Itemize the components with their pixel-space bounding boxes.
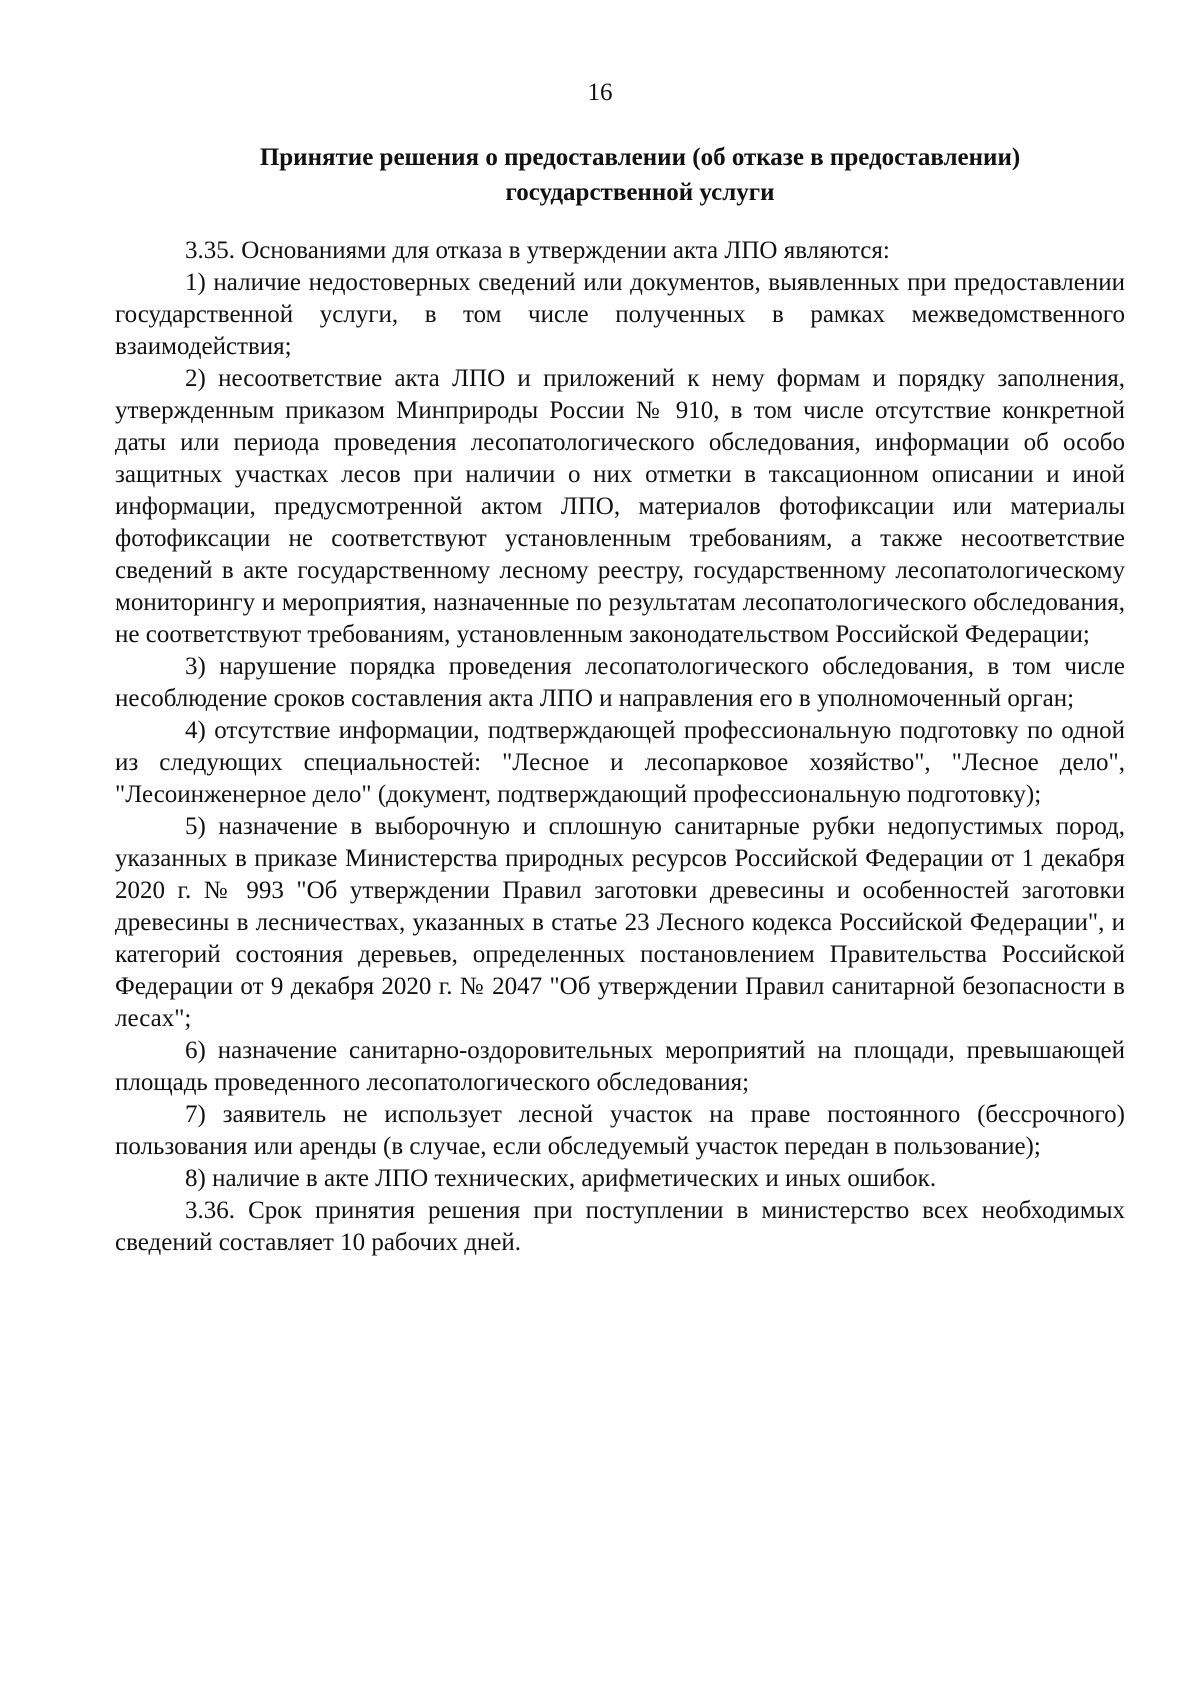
heading-line-1: Принятие решения о предоставлении (об отказе в предоставлении): [259, 144, 1021, 171]
clause-3-36: 3.36. Срок принятия решения при поступлении в министерство всех необходимых сведений составляет 10 рабочих дней.: [115, 1197, 1125, 1256]
document-body: [115, 235, 1125, 1259]
section-heading: [160, 140, 1120, 210]
list-item-8: 8) наличие в акте ЛПО технических, арифметических и иных ошибок.: [185, 1165, 937, 1192]
list-item-2: 2) несоответствие акта ЛПО и приложений к нему формам и порядку заполнения, утвержденным приказом Минприроды России № 910, в том числе отсутствие конкретной даты или периода проведения лесопатологического обследования, информации об особо защитных участках лесов при наличии о них отметки в таксационном описании и иной информации, предусмотренной актом ЛПО, материалов фотофиксации или материалы фотофиксации не соответствуют установленным требованиям, а также несоответствие сведений в акте государственному лесному реестру, государственному лесопатологическому мониторингу и мероприятия, назначенные по результатам лесопатологического обследования, не соответствуют требованиям, установленным законодательством Российской Федерации;: [115, 365, 1125, 648]
clause-3-35: 3.35. Основаниями для отказа в утверждении акта ЛПО являются:: [185, 237, 890, 264]
list-item-1: 1) наличие недостоверных сведений или документов, выявленных при предоставлении государственной услуги, в том числе полученных в рамках межведомственного взаимодействия;: [115, 269, 1125, 360]
list-item-4: 4) отсутствие информации, подтверждающей профессиональную подготовку по одной из следующих специальностей: "Лесное и лесопарковое хозяйство", "Лесное дело", "Лесоинженерное дело" (документ, подтверждающий профессиональную подготовку);: [115, 717, 1125, 808]
page-number: 16: [587, 79, 613, 106]
list-item-5: 5) назначение в выборочную и сплошную санитарные рубки недопустимых пород, указанных в приказе Министерства природных ресурсов Российской Федерации от 1 декабря 2020 г. № 993 "Об утверждении Правил заготовки древесины и особенностей заготовки древесины в лесничествах, указанных в статье 23 Лесного кодекса Российской Федерации", и категорий состояния деревьев, определенных постановлением Правительства Российской Федерации от 9 декабря 2020 г. № 2047 "Об утверждении Правил санитарной безопасности в лесах";: [115, 813, 1125, 1032]
list-item-7: 7) заявитель не использует лесной участок на праве постоянного (бессрочного) пользования или аренды (в случае, если обследуемый участок передан в пользование);: [115, 1101, 1125, 1160]
list-item-6: 6) назначение санитарно-оздоровительных мероприятий на площади, превышающей площадь проведенного лесопатологического обследования;: [115, 1037, 1125, 1096]
list-item-3: 3) нарушение порядка проведения лесопатологического обследования, в том числе несоблюдение сроков составления акта ЛПО и направления его в уполномоченный орган;: [115, 653, 1125, 712]
heading-line-2: государственной услуги: [505, 179, 775, 206]
